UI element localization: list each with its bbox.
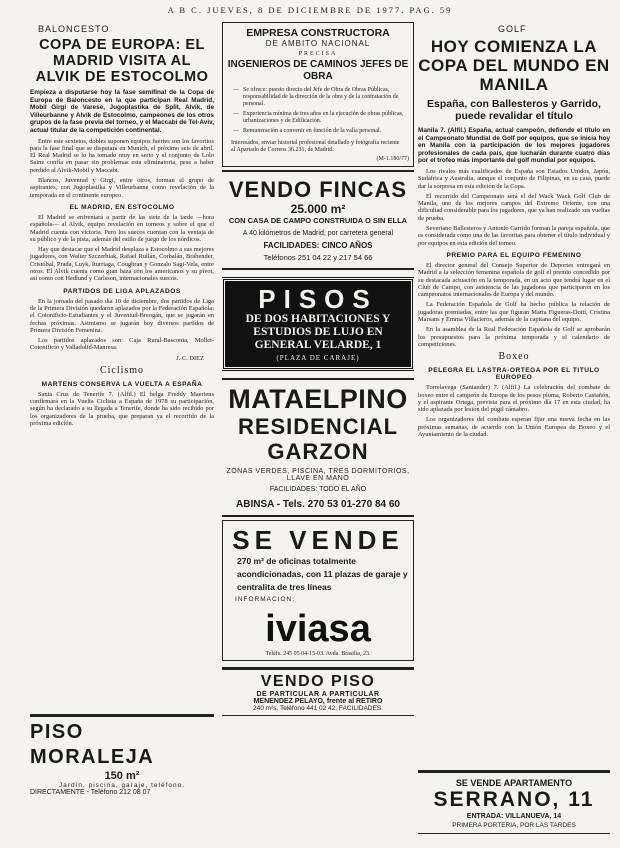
ad-area: 150 m² <box>104 770 140 782</box>
ad-location: A 40 kilómetros de Madrid, por carretera general <box>242 230 394 237</box>
ad-scope: DE AMBITO NACIONAL <box>265 39 371 48</box>
ad-items <box>227 87 409 135</box>
ad-detail: PRIMERA PORTERIA, POR LAS TARDES <box>452 822 576 829</box>
article-paragraph: En la asamblea de la Real Federación Española de Golf se aprobarán los presupuestos para la próxima temporada y el calendario de competiciones. <box>418 326 610 348</box>
ad-title: VENDO PISO <box>260 673 376 690</box>
ad-place: (PLAZA DE CARAJE) <box>276 354 360 362</box>
article-subheading: PREMIO PARA EL EQUIPO FEMENINO <box>446 251 582 259</box>
section-label: GOLF <box>498 24 527 34</box>
ad-company: EMPRESA CONSTRUCTORA <box>246 27 390 39</box>
column-right <box>418 22 610 441</box>
ad-needs: PRECISA <box>298 51 338 57</box>
article-headline: COPA DE EUROPA: EL MADRID VISITA AL ALVIK DE ESTOCOLMO <box>35 37 209 85</box>
page-header: A B C. JUEVES, 8 DE DICIEMBRE DE 1977. PAG. 59 <box>167 5 453 15</box>
ad-title: SE VENDE <box>232 525 404 555</box>
article-lead: Empieza a disputarse hoy la fase semifinal de la Copa de Europa de Baloncesto en la que participan Real Madrid, Mobil Girgi de Varese, Jugoplastika de Split, Alvik, de Villeurbanne y Alvik de Estocolmo, campeones de los otros grupos de la fase previa del torneo, y el Maccabi de Tel-Aviv, actual titular de la competición continental. <box>30 89 214 134</box>
section-label: Ciclismo <box>99 364 145 376</box>
ad-contact: DIRECTAMENTE - Teléfono 212 08 07 <box>30 789 151 796</box>
ad-name: MATAELPINO <box>228 384 408 414</box>
ad-amenities: ZONAS VERDES, PISCINA, TRES DORMITORIOS, LLAVE EN MANO <box>226 468 410 482</box>
article-signature: J. C. DIEZ <box>176 354 204 362</box>
article-paragraph: La Federación Española de Golf ha hecho pública la relación de jugadoras premiadas, entre las que figuran Marta Figueras-Dotti, Cristina Marsans y Emma Villacieros, además de la capitana del equipo. <box>418 301 610 324</box>
ad-mataelpino <box>222 378 414 517</box>
column-middle <box>222 22 414 719</box>
ad-detail: 240 m²s. Teléfono 441 02 42. FACILIDADES. <box>253 705 383 712</box>
ad-features: Jardín, piscina, garaje, teléfono. <box>58 782 186 789</box>
article-subtitle: España, con Ballesteros y Garrido, puede revalidar el título <box>427 98 601 122</box>
article-subheading: EL MADRID, EN ESTOCOLMO <box>69 203 175 211</box>
article-subheading: PARTIDOS DE LIGA APLAZADOS <box>63 287 181 295</box>
article-paragraph: En la jornada del pasado día 10 de diciembre, dos partidos de Liga de la Primera División quedaron aplazados por la Federación Española: el Cotonificio-Estudiantes y el Juventud-Breogán, que se jugarán en fechas próximas. Asimismo se jugarán hoy diversos partidos de Primera División Femenina. <box>30 297 214 334</box>
article-paragraph: Hay que destacar que el Madrid desplaza a Estocolmo a sus mejores jugadores, con Walter Szczerbiak, Rafael Rullán, Corbalán, Brabender, Cristóbal, Prada, Luyk, Iturriaga, Coughran y Gonzalo Sagi-Vela, entre otros. El Alvik cuenta como gran baza con los americanos y su pívot, así como con Hedlund y Carlsson, internacionales suecos. <box>30 246 214 283</box>
ad-vendo-fincas <box>222 170 414 270</box>
article-subheading: MARTENS CONSERVA LA VUELTA A ESPAÑA <box>41 380 203 388</box>
ad-serrano <box>418 770 610 834</box>
ad-desc: 270 m² de oficinas totalmente acondicionadas, con 11 plazas de garaje y centralita de tres líneas <box>237 556 408 592</box>
article-paragraph: Los rivales más cualificados de España son Estados Unidos, Japón, Sudáfrica y Australia, aunque el conjunto de Filipinas, en su casa, puede dar la sorpresa en esta edición de la Copa. <box>418 167 610 190</box>
ad-detail: CON CASA DE CAMPO CONSTRUIDA O SIN ELLA <box>228 216 408 225</box>
article-paragraph: Los partidos aplazados son: Caja Rural-Basconia, Mollet-Cotonificio y Valladolid-Manresa. <box>30 337 214 352</box>
article-paragraph: Torrelavega (Santander) 7. (Alfil.) La celebración del combate de boxeo entre el campeón de Europa de los pesos pluma, Roberto Castañón, y el aspirante Ortega, prevista para el próximo día 17 en esta ciudad, ha sido aplazada por lesión del púgil cántabro. <box>418 384 610 414</box>
article-paragraph: El recorrido del Campeonato será el del Wack Wack Golf Club de Manila, uno de los mejores campos del Extremo Oriente, con una dificultad considerable para los jugadores, que ya han realizado sus vueltas de prueba. <box>418 192 610 222</box>
article-paragraph: El director general del Consejo Superior de Deportes entregará en Madrid a la selección femenina española de golf el premio concedido por su destacada actuación en la temporada, en un acto que tendrá lugar en el Club de Campo, con asistencia de las jugadoras que participaron en los campeonatos internacionales de Europa y del mundo. <box>418 261 610 299</box>
ad-kind: DE PARTICULAR A PARTICULAR <box>256 691 380 698</box>
article-lead: Manila 7. (Alfil.) España, actual campeón, defiende el título en el Campeonato Mundial de Golf por equipos, que se inicia hoy en Manila con la participación de los mejores jugadores profesionales de cada país, que lucharán durante cuatro días por el trofeo más importante del golf mundial por equipos. <box>418 127 610 165</box>
column-left <box>30 22 214 430</box>
article-paragraph: Blancos, Juventud y Girgi, entre otros, forman el grupo de aspirantes, con Jugoplastika y Villeurbanne como revelación de la temporada en el continente europeo. <box>30 177 214 199</box>
ad-ref: (M-1.180/77) <box>376 156 409 162</box>
ad-apply: Interesados, enviar historial profesional detallado y fotografía reciente al Apartado de Correos 36.231, de Madrid. <box>231 140 400 153</box>
ad-pisos <box>222 278 414 370</box>
ad-phones: Teléfs. 245 05 04-15-03. Avda. Brasilia, 23. <box>265 651 371 657</box>
ad-item: — Remuneración a convenir en función de la valía personal. <box>233 128 409 135</box>
article-paragraph: El Madrid se enfrentará a partir de las siete de la tarde —hora española— al Alvik, equipo revelación en torneos y sobre el que el Madrid cuenta con victoria. Pero los suecos cuentan con la ventaja de su público y de la pista, además del estilo de juego de los nórdicos. <box>30 213 214 243</box>
ad-area: 25.000 m² <box>290 202 346 216</box>
ad-se-vende-oficinas <box>222 520 414 661</box>
logo-text: iviasa <box>265 608 371 649</box>
ad-contact: ABINSA - Tels. 270 53 01-270 84 60 <box>236 499 400 510</box>
article-paragraph: Los organizadores del combate esperan fijar una nueva fecha en las próximas semanas, de acuerdo con la Unión Europea de Boxeo y el Ayuntamiento de la ciudad. <box>418 416 610 438</box>
iviasa-logo <box>258 605 378 649</box>
ad-terms: FACILIDADES: TODO EL AÑO <box>269 486 367 493</box>
ad-terms: FACILIDADES: CINCO AÑOS <box>263 241 373 250</box>
section-label: BALONCESTO <box>38 24 110 34</box>
ad-roles: INGENIEROS DE CAMINOS JEFES DE OBRA <box>227 59 409 82</box>
ad-title: VENDO FINCAS <box>228 177 408 202</box>
ad-desc: DE DOS HABITACIONES Y ESTUDIOS DE LUJO EN GENERAL VELARDE, 1 <box>245 313 391 351</box>
ad-name-2: RESIDENCIAL GARZON <box>237 414 399 464</box>
ad-title: PISOS <box>258 284 378 314</box>
ad-address: MENENDEZ PELAYO, frente al RETIRO <box>253 698 383 705</box>
classified-ad-moraleja <box>30 714 214 798</box>
ad-info: INFORMACION: <box>235 596 296 603</box>
ad-vendo-piso <box>222 667 414 716</box>
ad-line: SE VENDE APARTAMENTO <box>455 778 573 788</box>
ad-construction-company <box>222 22 414 167</box>
ad-item: — Experiencia mínima de tres años en la ejecución de obras públicas, urbanizaciones y de Edificación. <box>233 111 409 125</box>
article-subheading: PELEGRA EL LASTRA-ORTEGA POR EL TITULO EUROPEO <box>428 367 600 382</box>
article-paragraph: Entre este sextetos, dobles suponen equipos fuertes son los favoritos para la fase final que se disputará en Munich, el próximo seis de abril. El Real Madrid se lo ha tomado muy en serio y el conjunto de Lolo Sainz confía en pasar sin problemas esta eliminatoria, pese a haber perdido al Alvik-Mobil y Maccabi. <box>30 137 214 174</box>
ad-item: — Se ofrece: puesto directo del Jefe de Obra de Obras Públicas, responsabilidad de la dirección de la obra y de la contratación de personal. <box>233 87 409 108</box>
ad-title: PISO MORALEJA <box>30 721 155 768</box>
article-headline: HOY COMIENZA LA COPA DEL MUNDO EN MANILA <box>418 37 610 94</box>
ad-name: SERRANO, 11 <box>433 788 595 811</box>
section-label: Boxeo <box>498 351 530 363</box>
ad-phones: Teléfonos 251 04 22 y 217 54 66 <box>263 253 373 262</box>
article-paragraph: Santa Cruz de Tenerife 7. (Alfil.) El belga Freddy Maertens confirmará en la Vuelta Ciclista a España de 1978 su participación, según ha declarado a su llegada a Tenerife, donde ha sido recibido por los organizadores de la prueba, que preparan ya el recorrido de la próxima edición. <box>30 390 214 427</box>
ad-entry: ENTRADA: VILLANUEVA, 14 <box>466 813 562 820</box>
article-paragraph: Severiano Ballesteros y Antonio Garrido forman la pareja española, que es considerada como una de las favoritas para obtener el título individual y por equipos en esta edición del torneo. <box>418 225 610 247</box>
